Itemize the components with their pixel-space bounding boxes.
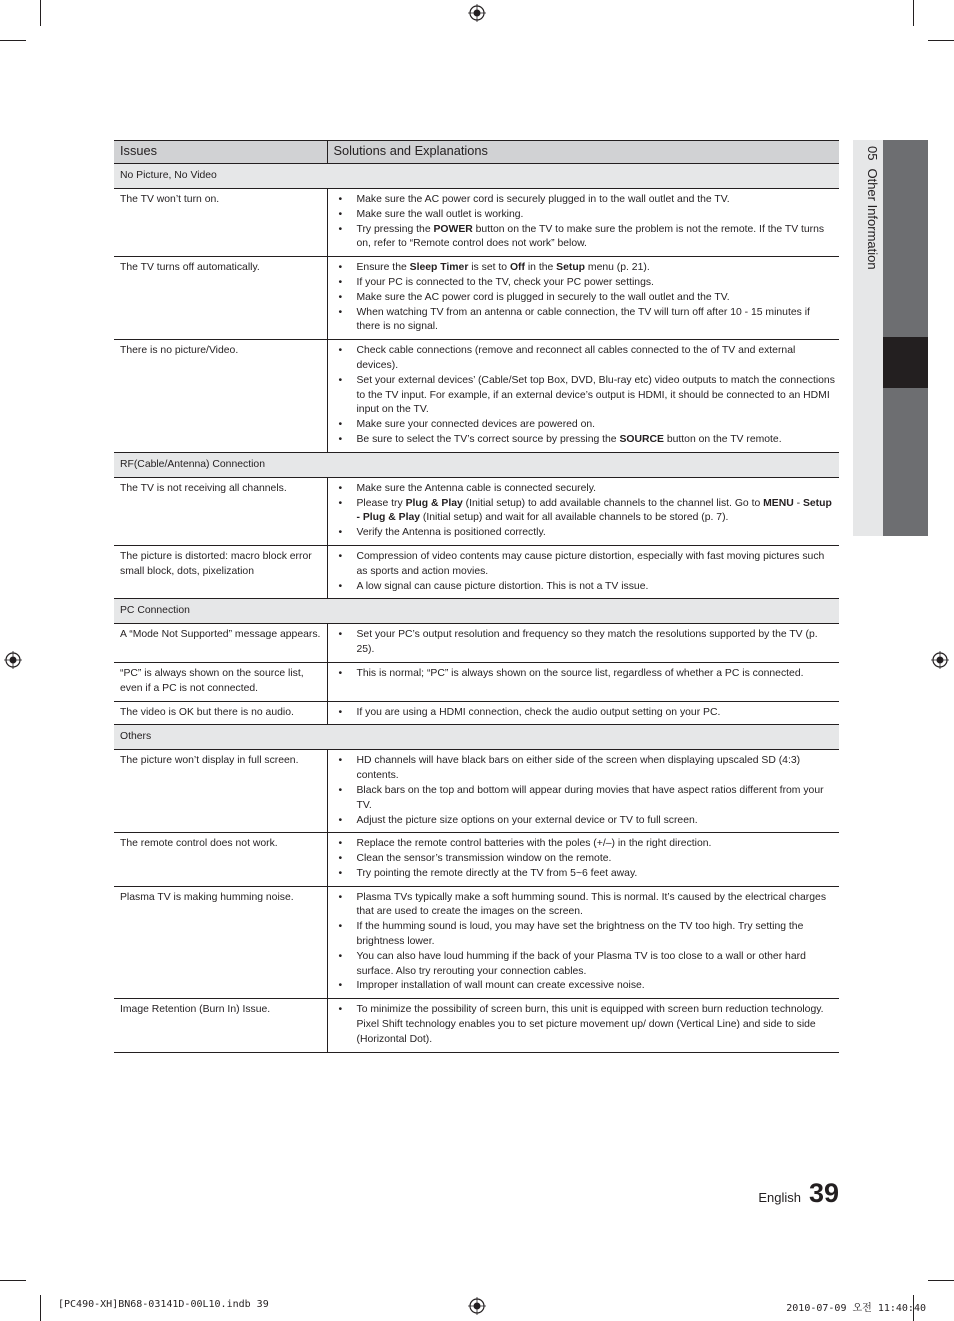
table-row bbox=[114, 701, 839, 725]
solution-item: • Ensure the Sleep Timer is set to Off in the Setup menu (p. 21). bbox=[334, 261, 836, 276]
side-tab-active-marker bbox=[883, 337, 928, 388]
issue-cell: A “Mode Not Supported” message appears. bbox=[114, 624, 327, 663]
table-row bbox=[114, 833, 839, 886]
solution-item: • Make sure the wall outlet is working. bbox=[334, 208, 836, 223]
solutions-column-header: Solutions and Explanations bbox=[327, 141, 839, 164]
table-row bbox=[114, 340, 839, 453]
solutions-list bbox=[334, 754, 836, 828]
solution-item: • If you are using a HDMI connection, check the audio output setting on your PC. bbox=[334, 706, 836, 721]
solution-item: • Plasma TVs typically make a soft humming sound. This is normal. It’s caused by the electrical charges that are used to create the images on the screen. bbox=[334, 891, 836, 921]
section-title: No Picture, No Video bbox=[114, 164, 839, 189]
issue-cell: The TV is not receiving all channels. bbox=[114, 477, 327, 545]
solutions-list bbox=[334, 261, 836, 335]
issue-cell: Plasma TV is making humming noise. bbox=[114, 886, 327, 999]
issues-column-header: Issues bbox=[114, 141, 327, 164]
registration-mark-icon bbox=[931, 651, 949, 669]
side-tab-label bbox=[864, 146, 880, 278]
table-row bbox=[114, 886, 839, 999]
registration-mark-icon bbox=[468, 4, 486, 22]
table-row bbox=[114, 662, 839, 701]
solution-item: • A low signal can cause picture distortion. This is not a TV issue. bbox=[334, 580, 836, 595]
solutions-list bbox=[334, 628, 836, 658]
solutions-cell bbox=[327, 189, 839, 257]
issue-cell: The picture is distorted: macro block error small block, dots, pixelization bbox=[114, 545, 327, 598]
solutions-cell bbox=[327, 340, 839, 453]
table-row bbox=[114, 624, 839, 663]
solution-item: • Set your PC’s output resolution and frequency so they match the resolutions supported by the TV (p. 25). bbox=[334, 628, 836, 658]
table-row bbox=[114, 999, 839, 1052]
solution-item: • Make sure the AC power cord is plugged in securely to the wall outlet and the TV. bbox=[334, 291, 836, 306]
solution-item: • If your PC is connected to the TV, check your PC power settings. bbox=[334, 276, 836, 291]
solution-item: • When watching TV from an antenna or cable connection, the TV will turn off after 10 - 15 minutes if there is no signal. bbox=[334, 306, 836, 336]
section-title: PC Connection bbox=[114, 599, 839, 624]
crop-mark bbox=[40, 0, 41, 26]
solution-item: • Black bars on the top and bottom will appear during movies that have aspect ratios different from your TV. bbox=[334, 784, 836, 814]
section-header-row bbox=[114, 599, 839, 624]
solutions-cell bbox=[327, 999, 839, 1052]
issue-cell: The TV turns off automatically. bbox=[114, 257, 327, 340]
chapter-side-tab bbox=[853, 140, 928, 536]
solution-item: • Check cable connections (remove and reconnect all cables connected to the of TV and external devices). bbox=[334, 344, 836, 374]
solutions-list bbox=[334, 837, 836, 881]
solutions-list bbox=[334, 193, 836, 252]
issue-cell: “PC” is always shown on the source list, even if a PC is not connected. bbox=[114, 662, 327, 701]
solutions-cell bbox=[327, 750, 839, 833]
solutions-list bbox=[334, 344, 836, 448]
solution-item: • Improper installation of wall mount can create excessive noise. bbox=[334, 979, 836, 994]
solution-item: • Adjust the picture size options on your external device or TV to full screen. bbox=[334, 814, 836, 829]
section-header-row bbox=[114, 725, 839, 750]
solutions-list bbox=[334, 550, 836, 594]
print-slug-file: [PC490-XH]BN68-03141D-00L10.indb 39 bbox=[58, 1299, 269, 1310]
crop-mark bbox=[0, 40, 26, 41]
solution-item: • To minimize the possibility of screen burn, this unit is equipped with screen burn reduction technology. Pixel Shift technology enables you to set picture movement up/ down (Vertical Line) and side to side (Horizontal Dot). bbox=[334, 1003, 836, 1047]
table-row bbox=[114, 189, 839, 257]
page-footer bbox=[758, 1178, 839, 1209]
crop-mark bbox=[913, 0, 914, 26]
solution-item: • Replace the remote control batteries with the poles (+/–) in the right direction. bbox=[334, 837, 836, 852]
section-title: RF(Cable/Antenna) Connection bbox=[114, 452, 839, 477]
solutions-cell bbox=[327, 833, 839, 886]
issue-cell: There is no picture/Video. bbox=[114, 340, 327, 453]
chapter-title: Other Information bbox=[865, 168, 880, 270]
solutions-cell bbox=[327, 701, 839, 725]
solution-item: • Verify the Antenna is positioned correctly. bbox=[334, 526, 836, 541]
issue-cell: The video is OK but there is no audio. bbox=[114, 701, 327, 725]
issue-cell: Image Retention (Burn In) Issue. bbox=[114, 999, 327, 1052]
chapter-number: 05 bbox=[865, 146, 880, 161]
footer-language: English bbox=[758, 1190, 801, 1205]
solution-item: • Make sure the Antenna cable is connected securely. bbox=[334, 482, 836, 497]
print-slug-timestamp: 2010-07-09 오전 11:40:40 bbox=[786, 1303, 926, 1314]
issue-cell: The picture won’t display in full screen. bbox=[114, 750, 327, 833]
solution-item: • Please try Plug & Play (Initial setup) to add available channels to the channel list. Go to MENU - Setup - Plug & Play (Initial setup) and wait for all available channels to be stored (p. 7). bbox=[334, 497, 836, 527]
table-row bbox=[114, 477, 839, 545]
section-header-row bbox=[114, 164, 839, 189]
crop-mark bbox=[0, 1280, 26, 1281]
registration-mark-icon bbox=[468, 1297, 486, 1315]
solution-item: • Make sure the AC power cord is securely plugged in to the wall outlet and the TV. bbox=[334, 193, 836, 208]
solutions-list bbox=[334, 667, 836, 682]
section-header-row bbox=[114, 452, 839, 477]
table-row bbox=[114, 545, 839, 598]
solutions-cell bbox=[327, 257, 839, 340]
crop-mark bbox=[40, 1295, 41, 1321]
table-row bbox=[114, 257, 839, 340]
table-header-row bbox=[114, 141, 839, 164]
solutions-cell bbox=[327, 477, 839, 545]
solution-item: • Try pressing the POWER button on the TV to make sure the problem is not the remote. If the TV turns on, refer to “Remote control does not work” below. bbox=[334, 223, 836, 253]
troubleshooting-table bbox=[114, 140, 839, 1053]
solutions-cell bbox=[327, 545, 839, 598]
table-body bbox=[114, 164, 839, 1053]
solution-item: • If the humming sound is loud, you may have set the brightness on the TV too high. Try setting the brightness lower. bbox=[334, 920, 836, 950]
table-row bbox=[114, 750, 839, 833]
solution-item: • HD channels will have black bars on either side of the screen when displaying upscaled SD (4:3) contents. bbox=[334, 754, 836, 784]
solutions-list bbox=[334, 482, 836, 541]
issue-cell: The remote control does not work. bbox=[114, 833, 327, 886]
solution-item: • Set your external devices’ (Cable/Set top Box, DVD, Blu-ray etc) video outputs to match the connections to the TV input. For example, if an external device’s output is HDMI, it should be connected to an HDMI input on the TV. bbox=[334, 374, 836, 418]
solutions-list bbox=[334, 706, 836, 721]
solutions-cell bbox=[327, 886, 839, 999]
solutions-list bbox=[334, 1003, 836, 1047]
section-title: Others bbox=[114, 725, 839, 750]
crop-mark bbox=[928, 40, 954, 41]
registration-mark-icon bbox=[4, 651, 22, 669]
solution-item: • Make sure your connected devices are powered on. bbox=[334, 418, 836, 433]
solutions-cell bbox=[327, 624, 839, 663]
solution-item: • Clean the sensor’s transmission window on the remote. bbox=[334, 852, 836, 867]
issue-cell: The TV won’t turn on. bbox=[114, 189, 327, 257]
crop-mark bbox=[928, 1280, 954, 1281]
solution-item: • Compression of video contents may cause picture distortion, especially with fast moving pictures such as sports and action movies. bbox=[334, 550, 836, 580]
solution-item: • Try pointing the remote directly at the TV from 5~6 feet away. bbox=[334, 867, 836, 882]
solution-item: • You can also have loud humming if the back of your Plasma TV is too close to a wall or other hard surface. Also try rerouting your connection cables. bbox=[334, 950, 836, 980]
page-number: 39 bbox=[808, 1178, 839, 1208]
solutions-list bbox=[334, 891, 836, 995]
solutions-cell bbox=[327, 662, 839, 701]
solution-item: • This is normal; “PC” is always shown on the source list, regardless of whether a PC is connected. bbox=[334, 667, 836, 682]
solution-item: • Be sure to select the TV’s correct source by pressing the SOURCE button on the TV remote. bbox=[334, 433, 836, 448]
